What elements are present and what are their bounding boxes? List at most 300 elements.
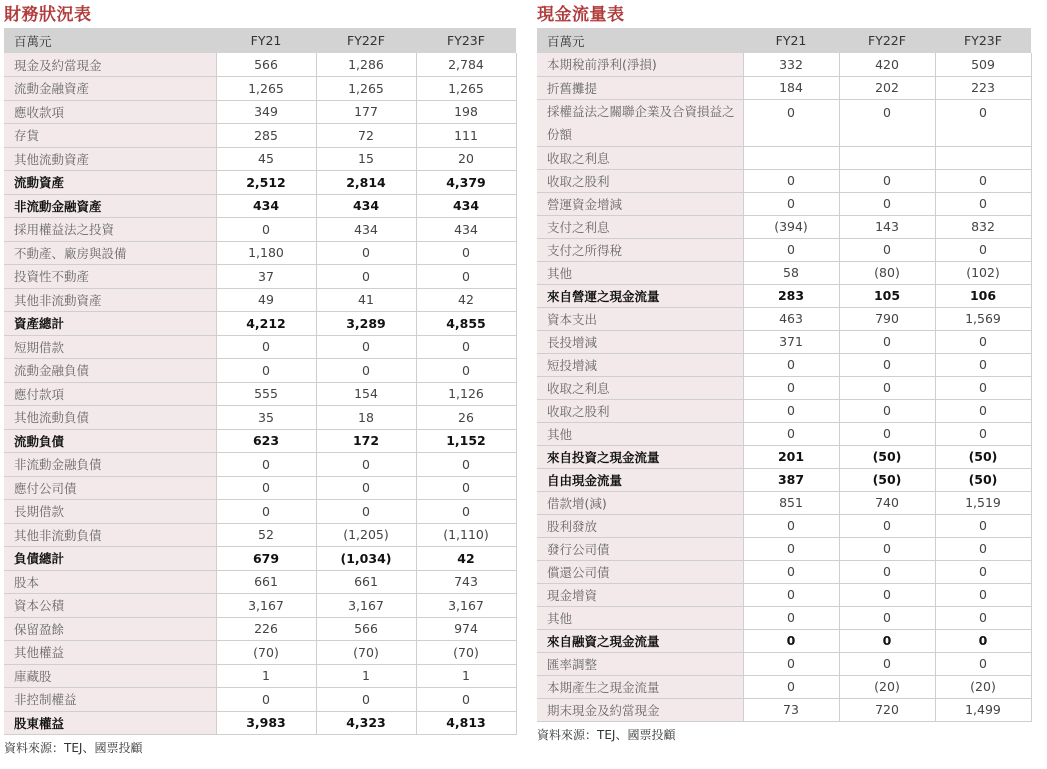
row-value: (50): [839, 445, 935, 468]
row-label: 流動金融負債: [4, 359, 216, 383]
row-value: 0: [743, 560, 839, 583]
row-value: 0: [839, 192, 935, 215]
cash-flow-panel: [537, 0, 1031, 743]
table-row: [537, 330, 1031, 353]
table-row: [537, 537, 1031, 560]
row-value: 0: [839, 583, 935, 606]
row-value: 15: [316, 147, 416, 171]
row-value: 198: [416, 100, 516, 124]
row-value: 434: [316, 218, 416, 242]
row-value: 623: [216, 429, 316, 453]
row-label: 本期稅前淨利(淨損): [537, 53, 743, 76]
table-row: [4, 664, 516, 688]
table-row: [4, 453, 516, 477]
table-row: [537, 468, 1031, 491]
row-label: 股本: [4, 570, 216, 594]
row-value: 1,265: [316, 77, 416, 101]
table-row: [4, 77, 516, 101]
row-value: 0: [743, 606, 839, 629]
row-value: 37: [216, 265, 316, 289]
row-label: 發行公司債: [537, 537, 743, 560]
table-row: [4, 382, 516, 406]
row-value: 4,212: [216, 312, 316, 336]
row-value: 20: [416, 147, 516, 171]
row-value: (70): [416, 641, 516, 665]
table-row: [537, 445, 1031, 468]
row-value: 0: [743, 629, 839, 652]
row-value: 0: [216, 359, 316, 383]
row-label: 保留盈餘: [4, 617, 216, 641]
row-value: 0: [743, 422, 839, 445]
table-row: [4, 359, 516, 383]
table-row: [4, 476, 516, 500]
row-label: 收取之股利: [537, 399, 743, 422]
row-label: 股東權益: [4, 711, 216, 735]
table-row: [4, 617, 516, 641]
row-label: 資產總計: [4, 312, 216, 336]
row-value: 2,784: [416, 53, 516, 77]
row-value: 1,180: [216, 241, 316, 265]
row-value: 3,167: [316, 594, 416, 618]
row-value: 661: [216, 570, 316, 594]
row-value: 0: [839, 169, 935, 192]
row-value: 434: [416, 194, 516, 218]
row-value: 371: [743, 330, 839, 353]
table-row: [4, 147, 516, 171]
row-label: 短期借款: [4, 335, 216, 359]
row-value: (394): [743, 215, 839, 238]
row-label: 非流動金融資產: [4, 194, 216, 218]
row-label: 投資性不動產: [4, 265, 216, 289]
row-value: 0: [216, 476, 316, 500]
header-fy22f: FY22F: [839, 28, 935, 53]
row-value: 0: [743, 238, 839, 261]
row-value: 0: [743, 192, 839, 215]
row-value: 202: [839, 76, 935, 99]
row-label: 採用權益法之投資: [4, 218, 216, 242]
row-value: 0: [316, 500, 416, 524]
row-value: 0: [316, 453, 416, 477]
table-row: [4, 641, 516, 665]
row-label: 本期產生之現金流量: [537, 675, 743, 698]
row-value: 0: [743, 353, 839, 376]
row-value: 73: [743, 698, 839, 721]
table-row: [4, 335, 516, 359]
row-label: 非控制權益: [4, 688, 216, 712]
row-value: 0: [416, 335, 516, 359]
row-label: 庫藏股: [4, 664, 216, 688]
row-value: 0: [935, 192, 1031, 215]
table-row: [537, 169, 1031, 192]
row-value: 0: [743, 537, 839, 560]
row-value: 0: [935, 560, 1031, 583]
row-value: [743, 146, 839, 169]
table-row: [537, 698, 1031, 721]
row-label: 來自投資之現金流量: [537, 445, 743, 468]
row-value: 283: [743, 284, 839, 307]
table-row: [4, 265, 516, 289]
table-row: [537, 53, 1031, 76]
row-value: 0: [935, 652, 1031, 675]
row-value: 679: [216, 547, 316, 571]
row-value: 0: [935, 606, 1031, 629]
row-value: 1: [416, 664, 516, 688]
row-value: 0: [416, 476, 516, 500]
row-value: 0: [935, 629, 1031, 652]
row-value: 743: [416, 570, 516, 594]
row-value: 790: [839, 307, 935, 330]
row-value: 0: [839, 330, 935, 353]
row-value: 3,167: [416, 594, 516, 618]
row-value: 566: [316, 617, 416, 641]
row-value: 0: [839, 629, 935, 652]
row-value: 0: [839, 514, 935, 537]
row-value: 0: [935, 330, 1031, 353]
table-row: [4, 570, 516, 594]
row-label: 長投增減: [537, 330, 743, 353]
row-value: 0: [935, 583, 1031, 606]
balance-sheet-title: 財務狀況表: [4, 5, 92, 25]
row-value: 52: [216, 523, 316, 547]
row-label: 資本支出: [537, 307, 743, 330]
table-row: [4, 406, 516, 430]
row-value: 1: [316, 664, 416, 688]
table-row: [537, 652, 1031, 675]
row-value: 0: [743, 399, 839, 422]
row-label: 收取之利息: [537, 376, 743, 399]
row-value: 143: [839, 215, 935, 238]
row-value: 172: [316, 429, 416, 453]
row-value: 0: [839, 606, 935, 629]
row-value: 1,152: [416, 429, 516, 453]
row-value: 832: [935, 215, 1031, 238]
row-value: (20): [839, 675, 935, 698]
row-value: 42: [416, 547, 516, 571]
table-row: [537, 583, 1031, 606]
row-label: 應收款項: [4, 100, 216, 124]
table-row: [4, 688, 516, 712]
row-value: 0: [216, 688, 316, 712]
row-value: 0: [216, 500, 316, 524]
row-value: (70): [316, 641, 416, 665]
balance-sheet-panel: [4, 0, 516, 756]
row-label: 折舊攤提: [537, 76, 743, 99]
row-label: 收取之股利: [537, 169, 743, 192]
row-value: 851: [743, 491, 839, 514]
row-label: 現金及約當現金: [4, 53, 216, 77]
table-row: [537, 353, 1031, 376]
table-row: [537, 376, 1031, 399]
cash-flow-table: [537, 28, 1032, 722]
row-value: [935, 146, 1031, 169]
balance-sheet-body: [4, 53, 516, 735]
row-value: 0: [839, 399, 935, 422]
row-value: 2,814: [316, 171, 416, 195]
row-value: 332: [743, 53, 839, 76]
table-row: [537, 261, 1031, 284]
header-fy23f: FY23F: [416, 28, 516, 53]
row-value: 0: [416, 359, 516, 383]
row-value: 0: [839, 560, 935, 583]
row-value: 4,323: [316, 711, 416, 735]
table-row: [4, 218, 516, 242]
row-value: 0: [216, 218, 316, 242]
row-value: 1,519: [935, 491, 1031, 514]
row-value: (1,034): [316, 547, 416, 571]
table-row: [4, 594, 516, 618]
row-value: 509: [935, 53, 1031, 76]
row-value: 0: [416, 500, 516, 524]
table-row: [537, 99, 1031, 146]
row-value: 1,126: [416, 382, 516, 406]
table-row: [537, 675, 1031, 698]
row-label: 其他非流動負債: [4, 523, 216, 547]
row-value: 740: [839, 491, 935, 514]
table-row: [537, 215, 1031, 238]
table-row: [4, 241, 516, 265]
row-value: 0: [935, 238, 1031, 261]
table-row: [4, 429, 516, 453]
row-value: 0: [316, 688, 416, 712]
row-value: 0: [743, 514, 839, 537]
row-label: 其他非流動資產: [4, 288, 216, 312]
table-row: [4, 194, 516, 218]
table-row: [537, 514, 1031, 537]
table-row: [4, 124, 516, 148]
table-row: [537, 606, 1031, 629]
table-row: [537, 192, 1031, 215]
row-value: 3,983: [216, 711, 316, 735]
row-label: 流動負債: [4, 429, 216, 453]
table-row: [537, 307, 1031, 330]
row-value: 463: [743, 307, 839, 330]
cash-flow-body: [537, 53, 1031, 721]
row-value: 0: [935, 422, 1031, 445]
row-value: 0: [416, 453, 516, 477]
row-value: 420: [839, 53, 935, 76]
row-value: [839, 146, 935, 169]
row-label: 負債總計: [4, 547, 216, 571]
row-label: 其他: [537, 261, 743, 284]
row-value: 434: [316, 194, 416, 218]
row-value: (50): [935, 468, 1031, 491]
table-row: [4, 288, 516, 312]
row-value: 49: [216, 288, 316, 312]
row-label: 營運資金增減: [537, 192, 743, 215]
row-value: 58: [743, 261, 839, 284]
row-value: 18: [316, 406, 416, 430]
row-value: 661: [316, 570, 416, 594]
row-label: 來自融資之現金流量: [537, 629, 743, 652]
row-value: (50): [935, 445, 1031, 468]
row-label: 流動金融資產: [4, 77, 216, 101]
table-row: [537, 146, 1031, 169]
row-label: 存貨: [4, 124, 216, 148]
row-value: 35: [216, 406, 316, 430]
row-value: 0: [839, 652, 935, 675]
row-value: 566: [216, 53, 316, 77]
row-label: 借款增(減): [537, 491, 743, 514]
row-label: 自由現金流量: [537, 468, 743, 491]
row-label: 支付之利息: [537, 215, 743, 238]
row-value: 45: [216, 147, 316, 171]
row-value: (20): [935, 675, 1031, 698]
header-unit: 百萬元: [537, 28, 743, 53]
row-value: 0: [839, 376, 935, 399]
row-value: 285: [216, 124, 316, 148]
row-value: (80): [839, 261, 935, 284]
row-value: 0: [416, 688, 516, 712]
row-value: 0: [743, 376, 839, 399]
row-label: 資本公積: [4, 594, 216, 618]
header-fy21: FY21: [743, 28, 839, 53]
row-label: 其他權益: [4, 641, 216, 665]
row-value: 0: [839, 537, 935, 560]
row-value: 1,265: [216, 77, 316, 101]
row-value: (70): [216, 641, 316, 665]
row-value: 0: [935, 537, 1031, 560]
table-header-row: [537, 28, 1031, 53]
row-value: 0: [743, 99, 839, 146]
row-value: 0: [316, 359, 416, 383]
header-fy23f: FY23F: [935, 28, 1031, 53]
row-value: 974: [416, 617, 516, 641]
row-value: 0: [316, 476, 416, 500]
row-label: 股利發放: [537, 514, 743, 537]
table-row: [537, 238, 1031, 261]
row-value: 349: [216, 100, 316, 124]
table-row: [537, 284, 1031, 307]
table-row: [4, 547, 516, 571]
row-value: 1,569: [935, 307, 1031, 330]
row-value: 1,265: [416, 77, 516, 101]
row-value: 41: [316, 288, 416, 312]
row-value: 0: [416, 241, 516, 265]
row-value: (50): [839, 468, 935, 491]
row-label: 其他: [537, 422, 743, 445]
row-value: 720: [839, 698, 935, 721]
row-label: 其他流動負債: [4, 406, 216, 430]
row-value: 1,499: [935, 698, 1031, 721]
row-value: 1,286: [316, 53, 416, 77]
table-row: [537, 560, 1031, 583]
row-value: 0: [935, 99, 1031, 146]
row-label: 短投增減: [537, 353, 743, 376]
row-label: 應付款項: [4, 382, 216, 406]
row-value: (1,110): [416, 523, 516, 547]
row-value: 72: [316, 124, 416, 148]
source-note: 資料來源：TEJ、國票投顧: [537, 727, 676, 742]
row-value: 105: [839, 284, 935, 307]
row-label: 採權益法之關聯企業及合資損益之份額: [537, 99, 743, 146]
table-row: [537, 422, 1031, 445]
row-value: 154: [316, 382, 416, 406]
row-value: 0: [216, 453, 316, 477]
row-value: 4,379: [416, 171, 516, 195]
row-value: 0: [743, 675, 839, 698]
row-value: 1: [216, 664, 316, 688]
table-row: [4, 500, 516, 524]
table-row: [4, 312, 516, 336]
row-value: 4,813: [416, 711, 516, 735]
row-value: 177: [316, 100, 416, 124]
row-label: 應付公司債: [4, 476, 216, 500]
row-label: 期末現金及約當現金: [537, 698, 743, 721]
balance-sheet-table: [4, 28, 517, 735]
source-note: 資料來源：TEJ、國票投顧: [4, 741, 143, 755]
row-value: 555: [216, 382, 316, 406]
table-row: [4, 100, 516, 124]
table-row: [537, 491, 1031, 514]
row-value: 434: [216, 194, 316, 218]
row-value: 3,167: [216, 594, 316, 618]
row-value: 111: [416, 124, 516, 148]
table-row: [4, 171, 516, 195]
row-value: 0: [839, 353, 935, 376]
row-value: 0: [935, 353, 1031, 376]
row-value: 201: [743, 445, 839, 468]
row-value: 0: [743, 169, 839, 192]
row-value: 434: [416, 218, 516, 242]
row-value: 0: [935, 169, 1031, 192]
row-label: 流動資產: [4, 171, 216, 195]
row-value: (102): [935, 261, 1031, 284]
row-value: 2,512: [216, 171, 316, 195]
table-header-row: [4, 28, 516, 53]
table-row: [537, 76, 1031, 99]
row-value: 0: [839, 238, 935, 261]
row-label: 收取之利息: [537, 146, 743, 169]
row-value: 184: [743, 76, 839, 99]
row-value: 223: [935, 76, 1031, 99]
table-row: [537, 399, 1031, 422]
row-label: 支付之所得稅: [537, 238, 743, 261]
table-row: [4, 523, 516, 547]
row-label: 不動產、廠房與設備: [4, 241, 216, 265]
row-value: 0: [316, 265, 416, 289]
header-unit: 百萬元: [4, 28, 216, 53]
row-value: 0: [216, 335, 316, 359]
row-value: 0: [743, 583, 839, 606]
row-value: 0: [935, 376, 1031, 399]
row-value: 26: [416, 406, 516, 430]
row-value: 0: [935, 399, 1031, 422]
row-label: 非流動金融負債: [4, 453, 216, 477]
row-value: 106: [935, 284, 1031, 307]
row-value: 4,855: [416, 312, 516, 336]
table-row: [537, 629, 1031, 652]
row-value: 0: [935, 514, 1031, 537]
row-value: 0: [743, 652, 839, 675]
row-value: 0: [316, 335, 416, 359]
row-value: 0: [839, 422, 935, 445]
table-row: [4, 53, 516, 77]
cash-flow-title: 現金流量表: [537, 5, 625, 25]
header-fy22f: FY22F: [316, 28, 416, 53]
row-value: 3,289: [316, 312, 416, 336]
row-value: 387: [743, 468, 839, 491]
row-value: 42: [416, 288, 516, 312]
row-label: 匯率調整: [537, 652, 743, 675]
row-label: 來自營運之現金流量: [537, 284, 743, 307]
table-row: [4, 711, 516, 735]
row-label: 長期借款: [4, 500, 216, 524]
header-fy21: FY21: [216, 28, 316, 53]
row-label: 其他流動資產: [4, 147, 216, 171]
row-label: 償還公司債: [537, 560, 743, 583]
row-value: (1,205): [316, 523, 416, 547]
row-label: 其他: [537, 606, 743, 629]
